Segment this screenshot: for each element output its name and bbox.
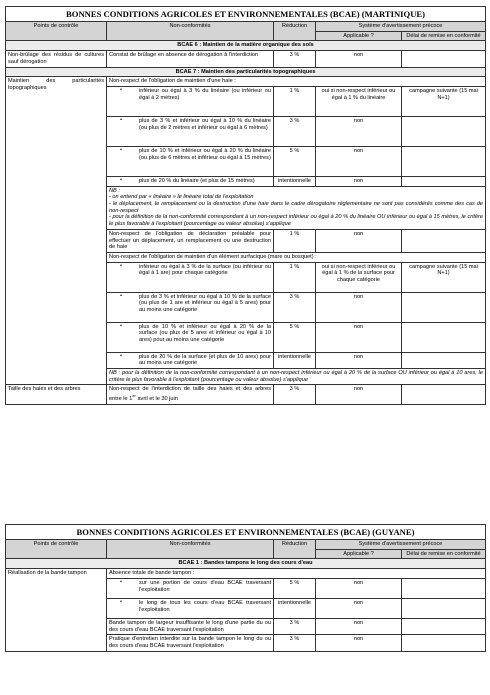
reduction-value: intentionnelle [274,598,316,618]
reduction-value: 3 % [274,51,316,67]
header-points-de-controle: Points de contrôle [6,22,107,41]
section-bcae6: BCAE 6 : Maintien de la matière organique des sols [6,41,486,51]
point-de-controle: Non-brûlage des résidus de cultures sauf dérogation [6,51,107,67]
point-de-controle: Taille des haies et des arbres [6,385,107,404]
list-item: • inférieur ou égal à 3 % de la surface (ou inférieur ou égal à 1 are) pour chaque catégorie [107,262,274,292]
non-conformite: Non-respect de l'obligation de déclaration préalable pour effectuer un déplacement, un remplacement ou une destruction de haie [107,229,274,252]
header-non-conformites: Non-conformités [107,540,274,559]
non-conformite: Non-respect de l'interdiction de taille des haies et des arbres entre le 1er avril et le 30 juin [107,385,274,404]
header-points-de-controle: Points de contrôle [6,540,107,559]
list-item: • plus de 20 % de la surface (et plus de 10 ares) pour au moins une catégorie [107,352,274,368]
applicable-value: oui si non-respect inférieur ou égal à 1 % de la surface pour chaque catégorie [316,262,402,292]
header-non-conformites: Non-conformités [107,22,274,41]
applicable-value: non [316,598,402,618]
non-conformite-intro: Non-respect de l'obligation de maintien d'un élément surfacique (mare ou bosquet) : [107,252,486,262]
non-conformite: Pratique d'entretien interdite sur la bande tampon le long du ou des cours d'eau BCAE traversant l'exploitation [107,635,274,651]
applicable-value: non [316,51,402,67]
header-delai: Délai de remise en conformité [402,31,486,41]
reduction-value: 5 % [274,322,316,352]
non-conformite: Bande tampon de largeur insuffisante le long d'une partie du ou des cours d'eau BCAE traversant l'exploitation [107,618,274,634]
table-row [6,77,486,87]
table-title: BONNES CONDITIONS AGRICOLES ET ENVIRONNEMENTALES (BCAE) (GUYANE) [6,525,486,540]
reduction-value: 3 % [274,635,316,651]
delai-value: campagne suivante (15 mai N+1) [402,86,486,116]
reduction-value: 1 % [274,262,316,292]
header-delai: Délai de remise en conformité [402,549,486,559]
table-row [6,569,486,579]
applicable-value: non [316,176,402,186]
header-applicable: Applicable ? [316,549,402,559]
reduction-value: 3 % [274,618,316,634]
list-item: • plus de 10 % et inférieur ou égal à 20 % du linéaire (ou plus de 6 mètres et inférieur ou égal à 15 mètres) [107,146,274,176]
applicable-value: non [316,352,402,368]
reduction-value: 3 % [274,292,316,322]
list-item: • plus de 3 % et inférieur ou égal à 10 % de la surface (ou plus de 1 are et inférieur ou égal à 5 ares) pour au moins une catégorie [107,292,274,322]
reduction-value: 3 % [274,116,316,146]
non-conformite-intro: Non-respect de l'obligation de maintien d'une haie : [107,77,486,87]
bcae-martinique-table [5,6,486,405]
non-conformite-intro: Absence totale de bande tampon : [107,569,486,579]
delai-value: campagne suivante (15 mai N+1) [402,262,486,292]
reduction-value: 5 % [274,578,316,598]
applicable-value: non [316,618,402,634]
applicable-value: non [316,578,402,598]
nb-note: NB : pour la définition de la non-conformité correspondant à un non-respect inférieur ou égal à 20 % de la surface OU inférieur ou égal à 10 ares, le critère le plus favorable à l'exploitant (pourcentage ou valeur absolue) s'applique [107,369,486,385]
nb-note: NB : - on entend par « linéaire » le linéaire total de l'exploitation - le déplacement, le remplacement ou la destruction d'une haie dans le cadre dérogatoire réglementaire ne sont pas considérés comme des cas de non-respect - pour la définition de la non-conformité correspondant à un non-respect inférieur ou égal à 20 % du linéaire OU inférieur ou égal à 15 mètres, le critère le plus favorable à l'exploitant (pourcentage ou valeur absolue) s'applique [107,186,486,229]
applicable-value: non [316,322,402,352]
reduction-value: intentionnelle [274,352,316,368]
reduction-value: 5 % [274,146,316,176]
table-row [6,51,486,67]
list-item: • plus de 3 % et inférieur ou égal à 10 % du linéaire (ou plus de 2 mètres et inférieur ou égal à 6 mètres) [107,116,274,146]
non-conformite: Constat de brûlage en absence de dérogation à l'interdiction [107,51,274,67]
applicable-value: non [316,116,402,146]
header-systeme-avertissement: Système d'avertissement précoce [316,22,486,32]
header-systeme-avertissement: Système d'avertissement précoce [316,540,486,550]
section-bcae7: BCAE 7 : Maintien des particularités topographiques [6,67,486,77]
reduction-value: intentionnelle [274,176,316,186]
header-reduction: Réduction [274,22,316,41]
header-reduction: Réduction [274,540,316,559]
list-item: • sur une portion de cours d'eau BCAE traversant l'exploitation [107,578,274,598]
reduction-value: 3 % [274,385,316,404]
list-item: • plus de 20 % du linéaire (et plus de 15 mètres) [107,176,274,186]
reduction-value: 1 % [274,229,316,252]
header-applicable: Applicable ? [316,31,402,41]
section-bcae1: BCAE 1 : Bandes tampons le long des cours d'eau [6,559,486,569]
list-item: • inférieur ou égal à 3 % du linéaire (ou inférieur ou égal à 2 mètres) [107,86,274,116]
applicable-value: non [316,292,402,322]
applicable-value: non [316,229,402,252]
table-row [6,385,486,404]
applicable-value: non [316,146,402,176]
applicable-value: non [316,385,402,404]
list-item: • plus de 10 % et inférieur ou égal à 20 % de la surface (ou plus de 5 ares et inférieur ou égal à 10 ares) pour au moins une catégorie [107,322,274,352]
bcae-guyane-table [5,524,486,652]
list-item: • le long de tous les cours d'eau BCAE traversant l'exploitation [107,598,274,618]
point-de-controle: Réalisation de la bande tampon [6,569,107,652]
applicable-value: oui si non-respect inférieur ou égal à 1 % du linéaire [316,86,402,116]
table-title: BONNES CONDITIONS AGRICOLES ET ENVIRONNEMENTALES (BCAE) (MARTINIQUE) [6,7,486,22]
point-de-controle: Maintien des particularités topographiques [6,77,107,385]
applicable-value: non [316,635,402,651]
reduction-value: 1 % [274,86,316,116]
